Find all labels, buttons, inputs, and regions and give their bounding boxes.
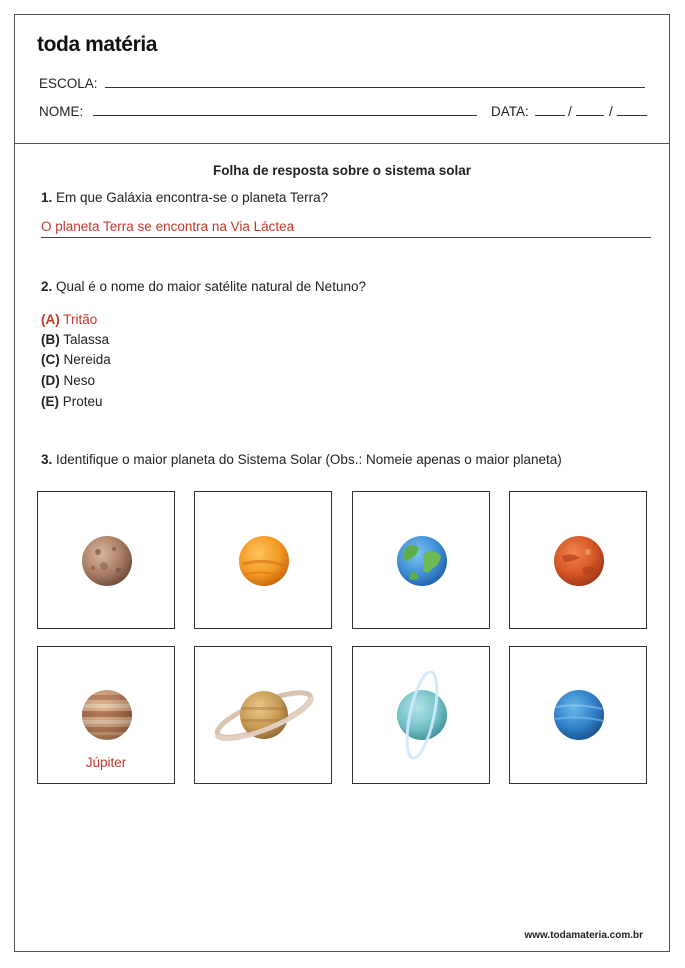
planet-card-saturn	[194, 646, 332, 784]
logo: toda matéria	[37, 33, 158, 56]
date-separator: /	[609, 104, 613, 119]
planet-card-mercury	[37, 491, 175, 629]
school-line[interactable]	[105, 87, 645, 88]
option-letter: (D)	[41, 373, 60, 388]
option-letter: (B)	[41, 332, 60, 347]
planet-card-earth	[352, 491, 490, 629]
option-text: Tritão	[63, 312, 98, 327]
school-label: ESCOLA:	[39, 76, 98, 91]
option-letter: (A)	[41, 312, 60, 327]
header	[15, 15, 669, 144]
date-month-line[interactable]	[576, 115, 604, 116]
option-text: Neso	[63, 373, 96, 388]
date-year-line[interactable]	[617, 115, 647, 116]
question-1	[41, 190, 328, 205]
date-label: DATA:	[491, 104, 529, 119]
option-c	[41, 352, 111, 367]
question-2	[41, 279, 366, 294]
uranus-icon	[353, 647, 491, 785]
planet-card-mars	[509, 491, 647, 629]
option-e	[41, 394, 103, 409]
option-d	[41, 373, 95, 388]
question-number: 1.	[41, 190, 53, 205]
name-label: NOME:	[39, 104, 84, 119]
footer-url: www.todamateria.com.br	[524, 930, 643, 941]
question-text: Qual é o nome do maior satélite natural de Netuno?	[56, 279, 366, 294]
option-b	[41, 332, 109, 347]
worksheet	[14, 14, 670, 952]
option-letter: (C)	[41, 352, 60, 367]
planet-card-uranus	[352, 646, 490, 784]
option-text: Nereida	[63, 352, 111, 367]
earth-icon	[353, 492, 491, 630]
name-line[interactable]	[93, 115, 477, 116]
neptune-icon	[510, 647, 648, 785]
question-3	[41, 452, 562, 467]
page-title: Folha de resposta sobre o sistema solar	[212, 163, 472, 178]
planet-card-jupiter	[37, 646, 175, 784]
planet-card-neptune	[509, 646, 647, 784]
question-number: 2.	[41, 279, 53, 294]
date-separator: /	[568, 104, 572, 119]
venus-icon	[195, 492, 333, 630]
question-text: Identifique o maior planeta do Sistema Solar (Obs.: Nomeie apenas o maior planeta)	[56, 452, 562, 467]
option-text: Proteu	[62, 394, 103, 409]
planet-card-venus	[194, 491, 332, 629]
question-text: Em que Galáxia encontra-se o planeta Terra?	[56, 190, 329, 205]
planet-answer-label: Júpiter	[85, 755, 127, 770]
answer-1: O planeta Terra se encontra na Via Láctea	[41, 219, 651, 238]
option-a	[41, 312, 97, 327]
saturn-icon	[195, 647, 333, 785]
mercury-icon	[38, 492, 176, 630]
date-day-line[interactable]	[535, 115, 565, 116]
option-text: Talassa	[63, 332, 110, 347]
question-number: 3.	[41, 452, 53, 467]
mars-icon	[510, 492, 648, 630]
option-letter: (E)	[41, 394, 59, 409]
